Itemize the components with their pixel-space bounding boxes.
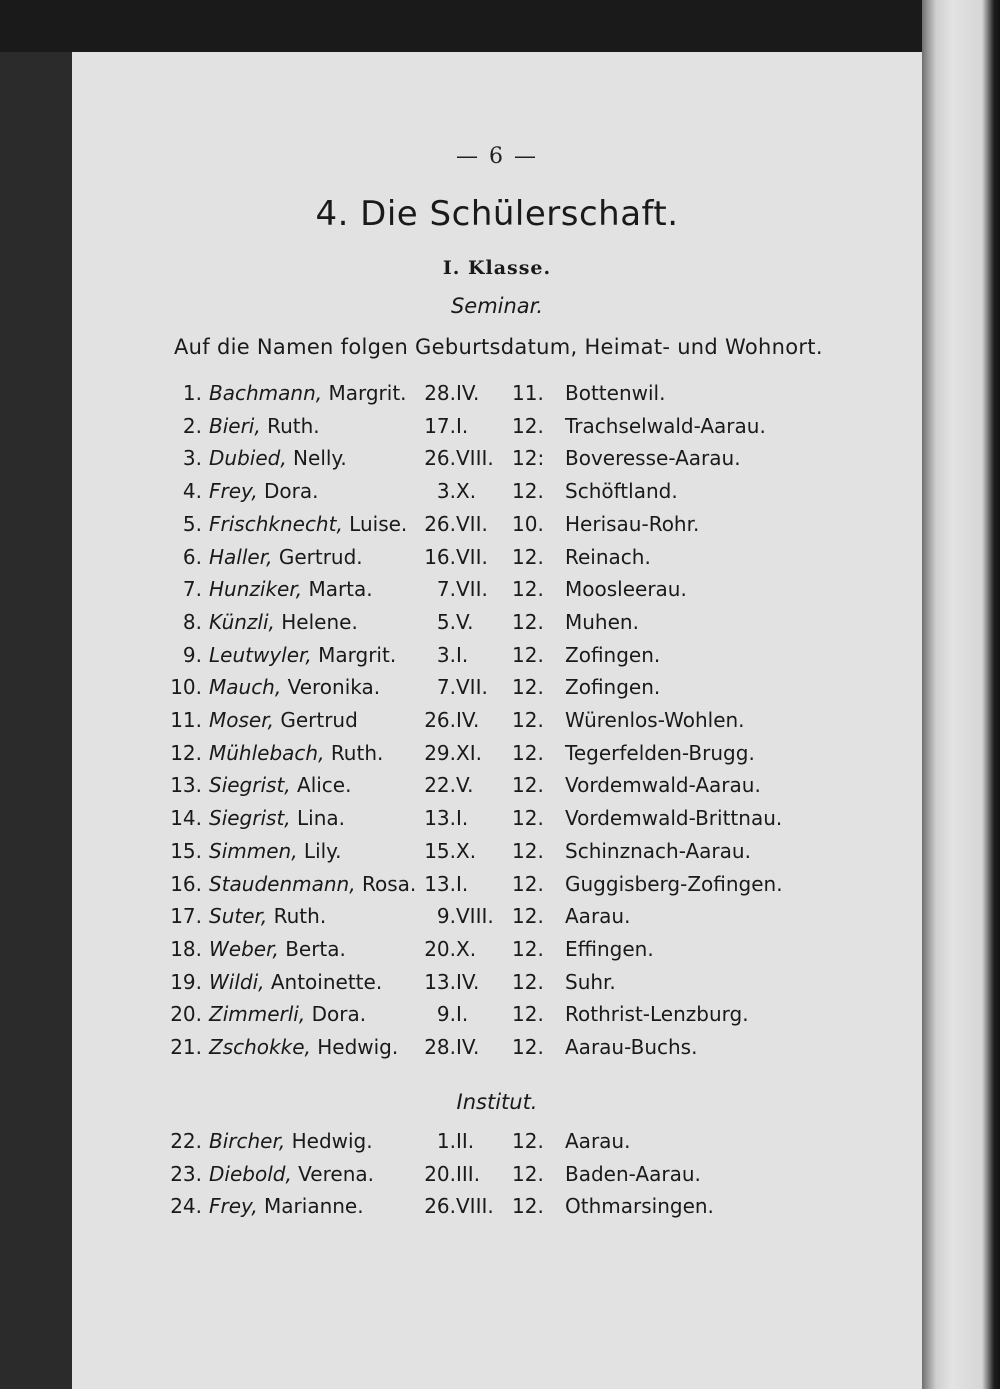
student-surname: Bircher, — [209, 1129, 286, 1153]
student-given-name: Helene. — [281, 609, 358, 634]
birth-month: VII. — [456, 511, 488, 536]
student-name — [209, 904, 326, 928]
birth-day: 28. — [424, 381, 456, 405]
birth-day: 28. — [424, 1035, 456, 1059]
student-given-name: Lina. — [297, 806, 346, 831]
student-name — [209, 741, 383, 765]
home-place: Zofingen. — [565, 675, 661, 700]
student-surname: Staudenmann, — [209, 871, 356, 896]
student-row — [72, 839, 922, 871]
student-given-name: Antoinette. — [270, 969, 383, 994]
student-number: 24. — [170, 1194, 202, 1219]
student-number: 17. — [170, 904, 202, 929]
birth-year: 12. — [512, 838, 544, 863]
birth-day: 9. — [436, 1002, 456, 1027]
student-name — [209, 937, 346, 961]
student-row — [72, 610, 922, 642]
birth-month: IV. — [456, 1035, 480, 1059]
student-given-name: Rosa. — [361, 871, 417, 896]
student-row — [72, 643, 922, 675]
birth-year: 10. — [512, 511, 544, 536]
student-number: 22. — [170, 1129, 202, 1153]
birth-day: 26. — [424, 511, 456, 536]
student-surname: Hunziker, — [209, 577, 303, 602]
student-surname: Siegrist, — [209, 806, 291, 831]
home-place: Bottenwil. — [565, 381, 666, 405]
document-page — [72, 52, 922, 1389]
birth-month: X. — [456, 936, 477, 961]
home-place: Suhr. — [565, 969, 616, 994]
student-number: 3. — [182, 446, 202, 471]
student-surname: Frischknecht, — [209, 511, 343, 536]
student-name — [209, 1194, 364, 1218]
home-place: Vordemwald-Brittnau. — [565, 806, 783, 831]
student-number: 6. — [182, 544, 202, 569]
birth-year: 12. — [512, 708, 544, 732]
student-number: 16. — [170, 871, 202, 896]
student-row — [72, 741, 922, 773]
birth-day: 3. — [436, 642, 456, 667]
birth-year: 12. — [512, 1194, 544, 1219]
birth-month: II. — [456, 1129, 475, 1153]
student-row — [72, 937, 922, 969]
student-row — [72, 806, 922, 838]
student-name — [209, 806, 345, 830]
birth-day: 26. — [424, 708, 456, 732]
student-surname: Simmen, — [209, 838, 298, 863]
student-given-name: Marta. — [308, 577, 373, 602]
student-number: 20. — [170, 1002, 202, 1027]
student-row — [72, 545, 922, 577]
birth-month: V. — [456, 609, 474, 634]
birth-year: 12. — [512, 871, 544, 896]
birth-day: 16. — [424, 544, 456, 569]
student-number: 8. — [182, 609, 202, 634]
student-row — [72, 773, 922, 805]
page-number: — 6 — — [456, 144, 538, 169]
student-number: 15. — [170, 838, 202, 863]
student-surname: Frey, — [209, 479, 258, 504]
student-given-name: Ruth. — [330, 740, 384, 765]
birth-month: IV. — [456, 708, 480, 732]
student-name — [209, 708, 358, 732]
home-place: Moosleerau. — [565, 577, 687, 602]
birth-day: 20. — [424, 1161, 456, 1186]
column-note: Auf die Namen folgen Geburtsdatum, Heimat- und Wohnort. — [174, 335, 823, 359]
student-name — [209, 1162, 374, 1186]
birth-month: VIII. — [456, 904, 494, 929]
student-number: 1. — [182, 381, 202, 405]
student-surname: Mühlebach, — [209, 740, 325, 765]
student-number: 7. — [182, 577, 202, 602]
birth-year: 12. — [512, 969, 544, 994]
birth-day: 13. — [424, 969, 456, 994]
birth-year: 12. — [512, 413, 544, 438]
student-surname: Wildi, — [209, 969, 265, 994]
student-name — [209, 610, 358, 634]
student-surname: Weber, — [209, 936, 279, 961]
birth-day: 15. — [424, 838, 456, 863]
student-given-name: Lily. — [303, 838, 342, 863]
student-number: 5. — [182, 511, 202, 536]
home-place: Würenlos-Wohlen. — [565, 708, 745, 732]
student-given-name: Gertrud — [280, 708, 358, 732]
home-place: Zofingen. — [565, 642, 661, 667]
student-name — [209, 414, 320, 438]
birth-month: I. — [456, 1002, 469, 1027]
student-name — [209, 381, 407, 405]
birth-year: 12. — [512, 773, 544, 798]
home-place: Schöftland. — [565, 479, 678, 504]
birth-month: X. — [456, 838, 477, 863]
student-name — [209, 512, 407, 536]
home-place: Aarau-Buchs. — [565, 1035, 698, 1059]
student-surname: Zimmerli, — [209, 1002, 306, 1027]
scan-border-top — [0, 0, 1000, 52]
home-place: Boveresse-Aarau. — [565, 446, 741, 471]
birth-month: V. — [456, 773, 474, 798]
student-row — [72, 1194, 922, 1226]
student-row — [72, 1162, 922, 1194]
birth-month: XI. — [456, 740, 482, 765]
home-place: Herisau-Rohr. — [565, 511, 700, 536]
student-name — [209, 675, 380, 699]
student-row — [72, 512, 922, 544]
birth-year: 12. — [512, 675, 544, 700]
student-number: 23. — [170, 1161, 202, 1186]
student-given-name: Ruth. — [267, 413, 320, 438]
birth-day: 26. — [424, 1194, 456, 1219]
birth-year: 12. — [512, 609, 544, 634]
student-name — [209, 1035, 398, 1059]
birth-year: 12. — [512, 577, 544, 602]
birth-month: I. — [456, 871, 469, 896]
student-surname: Dubied, — [209, 446, 287, 471]
home-place: Vordemwald-Aarau. — [565, 773, 761, 798]
student-surname: Haller, — [209, 544, 273, 569]
birth-year: 12: — [512, 446, 545, 471]
scan-border-right — [922, 0, 1000, 1389]
home-place: Guggisberg-Zofingen. — [565, 871, 783, 896]
home-place: Othmarsingen. — [565, 1194, 714, 1219]
student-number: 18. — [170, 936, 202, 961]
home-place: Tegerfelden-Brugg. — [565, 740, 755, 765]
birth-day: 7. — [436, 675, 456, 700]
birth-month: VIII. — [456, 1194, 494, 1219]
student-name — [209, 643, 396, 667]
birth-month: I. — [456, 642, 469, 667]
student-number: 13. — [170, 773, 202, 798]
student-number: 10. — [170, 675, 202, 700]
student-name — [209, 872, 416, 896]
student-number: 11. — [170, 708, 202, 732]
birth-month: VII. — [456, 577, 488, 602]
student-surname: Bachmann, — [209, 381, 323, 405]
birth-day: 22. — [424, 773, 456, 798]
birth-day: 9. — [436, 904, 456, 929]
birth-year: 11. — [512, 381, 544, 405]
student-given-name: Margrit. — [318, 642, 397, 667]
student-surname: Diebold, — [209, 1161, 292, 1186]
birth-month: IV. — [456, 381, 480, 405]
student-surname: Zschokke, — [209, 1035, 311, 1059]
birth-month: VIII. — [456, 446, 494, 471]
student-row — [72, 1035, 922, 1067]
student-surname: Mauch, — [209, 675, 282, 700]
birth-month: X. — [456, 479, 477, 504]
student-number: 21. — [170, 1035, 202, 1059]
home-place: Trachselwald-Aarau. — [565, 413, 766, 438]
birth-year: 12. — [512, 1035, 544, 1059]
student-surname: Künzli, — [209, 609, 275, 634]
student-number: 2. — [182, 413, 202, 438]
student-given-name: Nelly. — [293, 446, 347, 471]
birth-month: VII. — [456, 544, 488, 569]
birth-day: 26. — [424, 446, 456, 471]
birth-day: 13. — [424, 871, 456, 896]
birth-day: 13. — [424, 806, 456, 831]
student-given-name: Veronika. — [287, 675, 381, 700]
home-place: Aarau. — [565, 1129, 631, 1153]
student-row — [72, 904, 922, 936]
student-given-name: Luise. — [349, 511, 408, 536]
student-name — [209, 446, 347, 470]
student-row — [72, 577, 922, 609]
student-given-name: Dora. — [311, 1002, 367, 1027]
student-number: 4. — [182, 479, 202, 504]
home-place: Schinznach-Aarau. — [565, 838, 751, 863]
birth-year: 12. — [512, 1161, 544, 1186]
student-surname: Leutwyler, — [209, 642, 312, 667]
student-number: 19. — [170, 969, 202, 994]
birth-year: 12. — [512, 1002, 544, 1027]
birth-year: 12. — [512, 479, 544, 504]
student-given-name: Berta. — [285, 936, 346, 961]
home-place: Baden-Aarau. — [565, 1161, 701, 1186]
student-number: 12. — [170, 740, 202, 765]
student-name — [209, 1002, 366, 1026]
student-row — [72, 872, 922, 904]
birth-year: 12. — [512, 544, 544, 569]
student-row — [72, 708, 922, 740]
class-heading: I. Klasse. — [442, 257, 552, 279]
student-number: 14. — [170, 806, 202, 831]
student-name — [209, 970, 382, 994]
student-given-name: Marianne. — [264, 1194, 364, 1219]
student-row — [72, 414, 922, 446]
birth-year: 12. — [512, 1129, 544, 1153]
student-name — [209, 1129, 373, 1153]
birth-day: 3. — [436, 479, 456, 504]
section-heading-seminar: Seminar. — [450, 294, 544, 318]
home-place: Aarau. — [565, 904, 631, 929]
student-name — [209, 839, 342, 863]
student-row — [72, 381, 922, 413]
home-place: Reinach. — [565, 544, 651, 569]
student-given-name: Dora. — [264, 479, 319, 504]
birth-month: I. — [456, 413, 469, 438]
student-surname: Bieri, — [209, 413, 261, 438]
home-place: Muhen. — [565, 609, 639, 634]
birth-year: 12. — [512, 936, 544, 961]
home-place: Effingen. — [565, 936, 654, 961]
birth-year: 12. — [512, 806, 544, 831]
student-list — [72, 52, 922, 1389]
student-given-name: Hedwig. — [317, 1035, 399, 1059]
student-given-name: Gertrud. — [278, 544, 363, 569]
birth-day: 5. — [436, 609, 456, 634]
birth-month: VII. — [456, 675, 488, 700]
student-surname: Frey, — [209, 1194, 258, 1219]
birth-year: 12. — [512, 740, 544, 765]
student-surname: Moser, — [209, 708, 274, 732]
page-title: 4. Die Schülerschaft. — [315, 194, 679, 234]
birth-year: 12. — [512, 904, 544, 929]
birth-day: 20. — [424, 936, 456, 961]
home-place: Rothrist-Lenzburg. — [565, 1002, 749, 1027]
student-given-name: Ruth. — [273, 904, 327, 929]
student-name — [209, 577, 373, 601]
birth-month: III. — [456, 1161, 481, 1186]
student-surname: Suter, — [209, 904, 268, 929]
student-row — [72, 1002, 922, 1034]
student-name — [209, 545, 363, 569]
student-given-name: Verena. — [298, 1161, 374, 1186]
student-given-name: Hedwig. — [291, 1129, 373, 1153]
section-heading-institut: Institut. — [456, 1090, 538, 1114]
student-surname: Siegrist, — [209, 773, 291, 798]
birth-month: I. — [456, 806, 469, 831]
student-row — [72, 479, 922, 511]
birth-day: 7. — [436, 577, 456, 602]
birth-day: 1. — [436, 1129, 456, 1153]
student-row — [72, 675, 922, 707]
student-number: 9. — [182, 642, 202, 667]
student-name — [209, 479, 319, 503]
student-given-name: Alice. — [297, 773, 352, 798]
student-name — [209, 773, 351, 797]
birth-day: 29. — [424, 740, 456, 765]
student-row — [72, 446, 922, 478]
student-row — [72, 970, 922, 1002]
birth-day: 17. — [424, 413, 456, 438]
student-given-name: Margrit. — [328, 381, 407, 405]
birth-month: IV. — [456, 969, 480, 994]
student-row — [72, 1129, 922, 1161]
birth-year: 12. — [512, 642, 544, 667]
